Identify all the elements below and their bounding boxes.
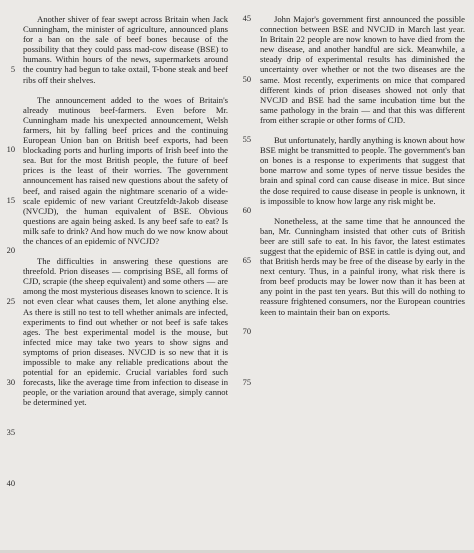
line-number: 10 <box>6 145 15 155</box>
line-number: 5 <box>10 64 15 74</box>
left-column <box>6 14 228 488</box>
paragraph: But unfortunately, hardly anything is known about how BSE might be transmitted to people. The government's ban on bones is a response to experiments that suggest that bone marrow and some types of nerve tissue besides the brain and spinal cord can cause disease in mice. But since the dose required to cause disease in people is unknown, it is impossible to know how large any risk might be. <box>260 135 465 206</box>
line-number: 25 <box>6 296 15 306</box>
line-number: 55 <box>242 135 251 145</box>
line-number: 65 <box>242 256 251 266</box>
paragraph: Nonetheless, at the same time that he announced the ban, Mr. Cunningham insisted that other cuts of British beer are still safe to eat. In his favor, the latest estimates suggest that the epidemic of BSE in cattle is dying out, and that British herds may be free of the disease by early in the next century. Thus, in a painful irony, what risk there is from beef products may be lower now than it has been at any point in the past ten years. But this will do nothing to reassure frightened consumers, nor the European countries keen to maintain their ban on exports. <box>260 215 465 317</box>
line-number: 60 <box>242 205 251 215</box>
line-number: 50 <box>242 74 251 84</box>
line-number: 40 <box>6 478 15 488</box>
line-number: 75 <box>242 377 251 387</box>
paragraph: The difficulties in answering these questions are threefold. Prion diseases — comprising BSE, all forms of CJD, scrapie (the sheep equivalent) and some others — are among the most mysterious diseases known to science. It is not even clear what causes them, let alone anything else. As there is still no test to tell whether animals are infected, experiments to find out whether or not beef is safe takes ages. The best experimental model is the mouse, but infected mice may take two years to show signs and symptoms of prion diseases. NVCJD is so new that it is impossible to make any reliable predications about the potential for an epidemic. Crucial variables ford such forecasts, like the average time from infection to disease in people, or the variation around that average, simply cannot be determined yet. <box>23 256 228 408</box>
line-number: 45 <box>242 14 251 23</box>
line-number: 35 <box>6 428 15 438</box>
paragraph: John Major's government first announced the possible connection between BSE and NVCJD in March last year. In Britain 22 people are now known to have died from the new disease, and another handful are sick. Meanwhile, a steady drip of experimental results has diminished the uncertainty over whether or not the two diseases are the same. Most recently, experiments on mice that compared different kinds of prion diseases showed not only that NVCJD and BSE had the same incubation time but the same pathology in the brain — and that this was different from either scrapie or other forms of CJD. <box>260 14 465 125</box>
right-column <box>242 14 465 387</box>
line-number: 70 <box>242 327 251 337</box>
paragraph: Another shiver of fear swept across Britain when Jack Cunningham, the minister of agriculture, announced plans for a ban on the sale of beef bones because of the possibility that they could pass mad-cow disease (BSE) to humans. Within hours of the news, supermarkets around the country had begun to take oxtail, T-bone steak and beef ribs off their shelves. <box>23 14 228 85</box>
line-number: 15 <box>6 195 15 205</box>
paragraph: The announcement added to the woes of Britain's already mutinous beef-farmers. Even before Mr. Cunningham made his unexpected announcement, Welsh farmers, hit by falling beef prices and the continuing European Union ban on British beef exports, had been blockading ports and hurling imports of Irish beef into the sea. But for the most British people, the future of beef prices is the least of their worries. The government announcement has raised new questions about the safety of beef, and raised again the nightmare scenario of a wide-scale epidemic of new variant Creutzfeldt-Jakob disease (NVCJD), the human equivalent of BSE. Obvious questions are again being asked. Is any beef safe to eat? Is milk safe to drink? And how much do we now know about the chances of an epidemic of NVCJD? <box>23 94 228 246</box>
line-number: 30 <box>6 377 15 387</box>
line-number: 20 <box>6 246 15 256</box>
